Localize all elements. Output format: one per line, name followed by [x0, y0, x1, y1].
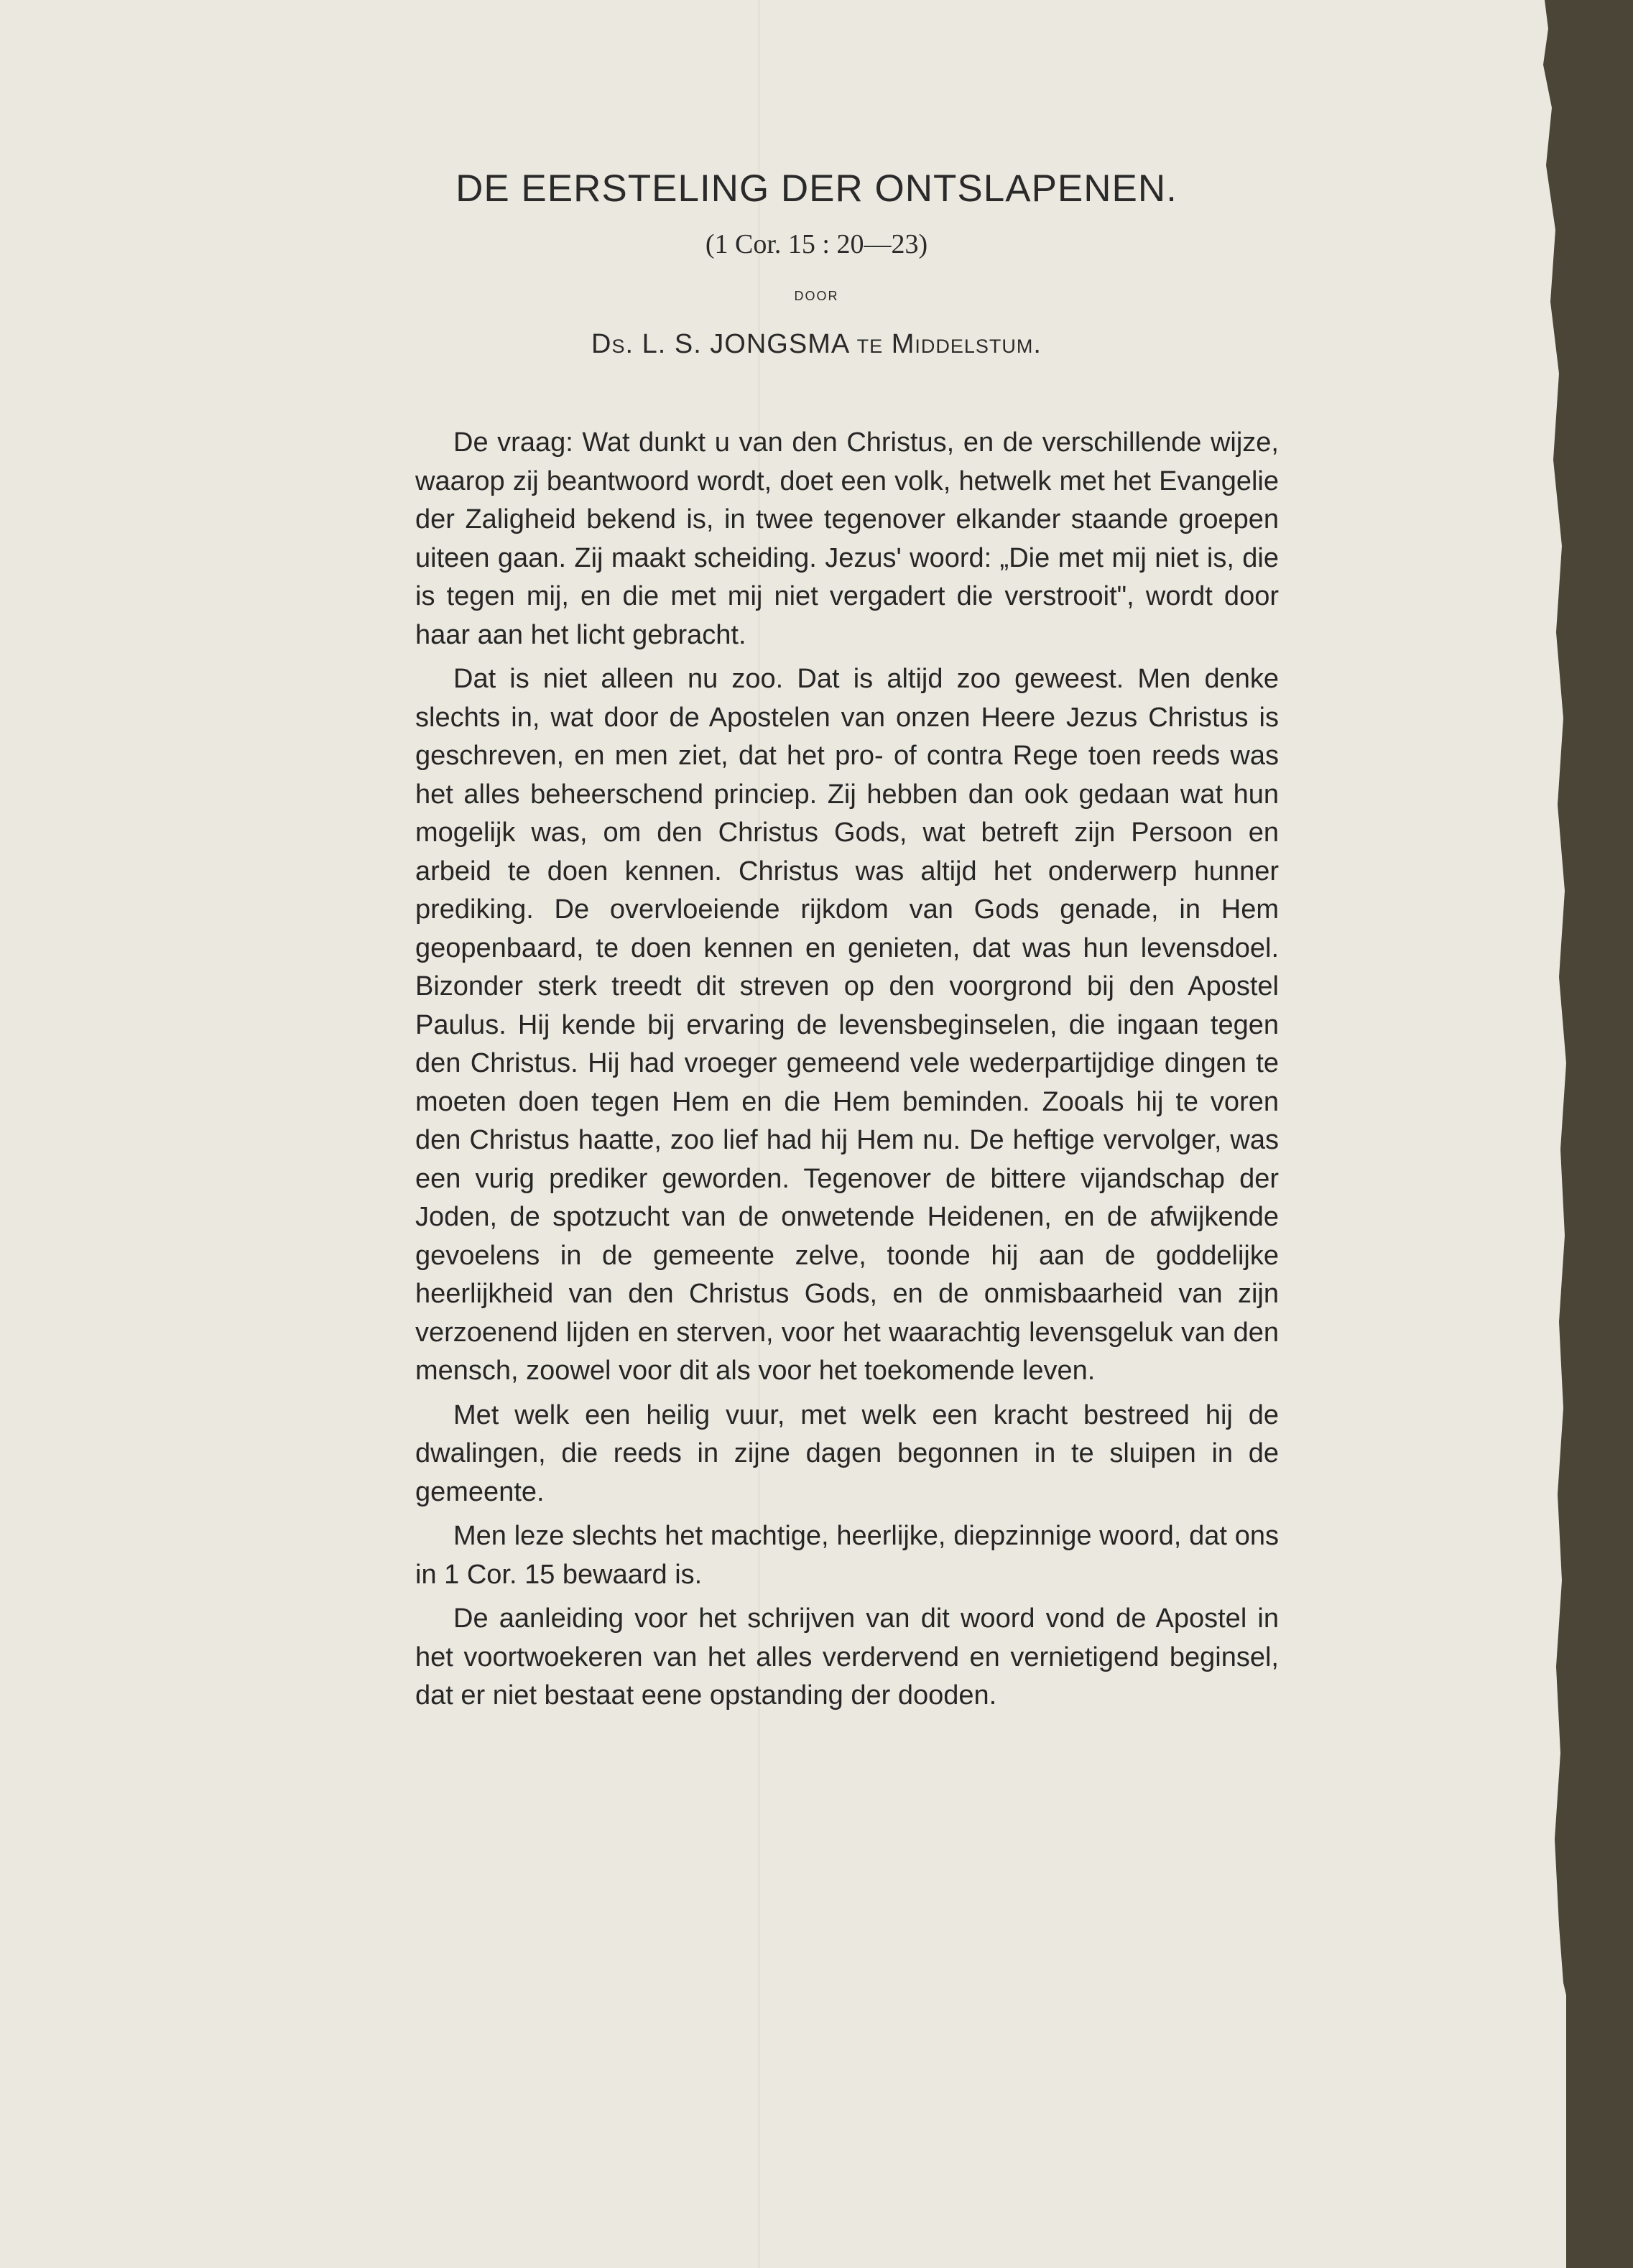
byline-door: door	[794, 283, 839, 305]
paragraph-4: Men leze slechts het machtige, heerlijke, diepzinnige woord, dat ons in 1 Cor. 15 bewaard is.	[415, 1521, 1279, 1590]
paragraph-3: Met welk een heilig vuur, met welk een kracht bestreed hij de dwalingen, die reeds in zijne dagen begonnen in te sluipen in de gemeente.	[415, 1399, 1279, 1507]
author-line: Ds. L. S. JONGSMA te Middelstum.	[591, 329, 1042, 359]
article-body	[415, 424, 1279, 1721]
article-title: DE EERSTELING DER ONTSLAPENEN.	[455, 167, 1178, 210]
paragraph-5: De aanleiding voor het schrijven van dit woord vond de Apostel in het voortwoekeren van het alles verdervend en vernietigend beginsel, dat er niet bestaat eene opstanding der dooden.	[415, 1603, 1279, 1711]
paragraph-1: De vraag: Wat dunkt u van den Christus, en de verschillende wijze, waarop zij beantwoord wordt, doet een volk, hetwelk met het Evangelie der Zaligheid bekend is, in twee tegenover elkander staande groepen uiteen gaan. Zij maakt scheiding. Jezus' woord: „Die met mij niet is, die is tegen mij, en die met mij niet vergadert die verstrooit", wordt door haar aan het licht gebracht.	[415, 427, 1279, 650]
scripture-reference: (1 Cor. 15 : 20—23)	[705, 229, 928, 259]
paragraph-2: Dat is niet alleen nu zoo. Dat is altijd zoo geweest. Men denke slechts in, wat door de Apostelen van onzen Heere Jezus Christus is geschreven, en men ziet, dat het pro- of contra Rege toen reeds was het alles beheerschend princiep. Zij hebben dan ook gedaan wat hun mogelijk was, om den Christus Gods, wat betreft zijn Persoon en arbeid te doen kennen. Christus was altijd het onderwerp hunner prediking. De overvloeiende rijkdom van Gods genade, in Hem geopenbaard, te doen kennen en genieten, dat was hun levensdoel. Bizonder sterk treedt dit streven op den voorgrond bij den Apostel Paulus. Hij kende bij ervaring de levensbeginselen, die ingaan tegen den Christus. Hij had vroeger gemeend vele wederpartijdige dingen te moeten doen tegen Hem en die Hem beminden. Zooals hij te voren den Christus haatte, zoo lief had hij Hem nu. De heftige vervolger, was een vurig prediker geworden. Tegenover de bittere vijandschap der Joden, de spotzucht van de onwetende Heidenen, en de afwijkende gevoelens in de gemeente zelve, toonde hij aan de goddelijke heerlijkheid van den Christus Gods, en de onmisbaarheid van zijn verzoenend lijden en sterven, voor het waarachtig levensgeluk van den mensch, zoowel voor dit als voor het toekomende leven.	[415, 664, 1279, 1386]
